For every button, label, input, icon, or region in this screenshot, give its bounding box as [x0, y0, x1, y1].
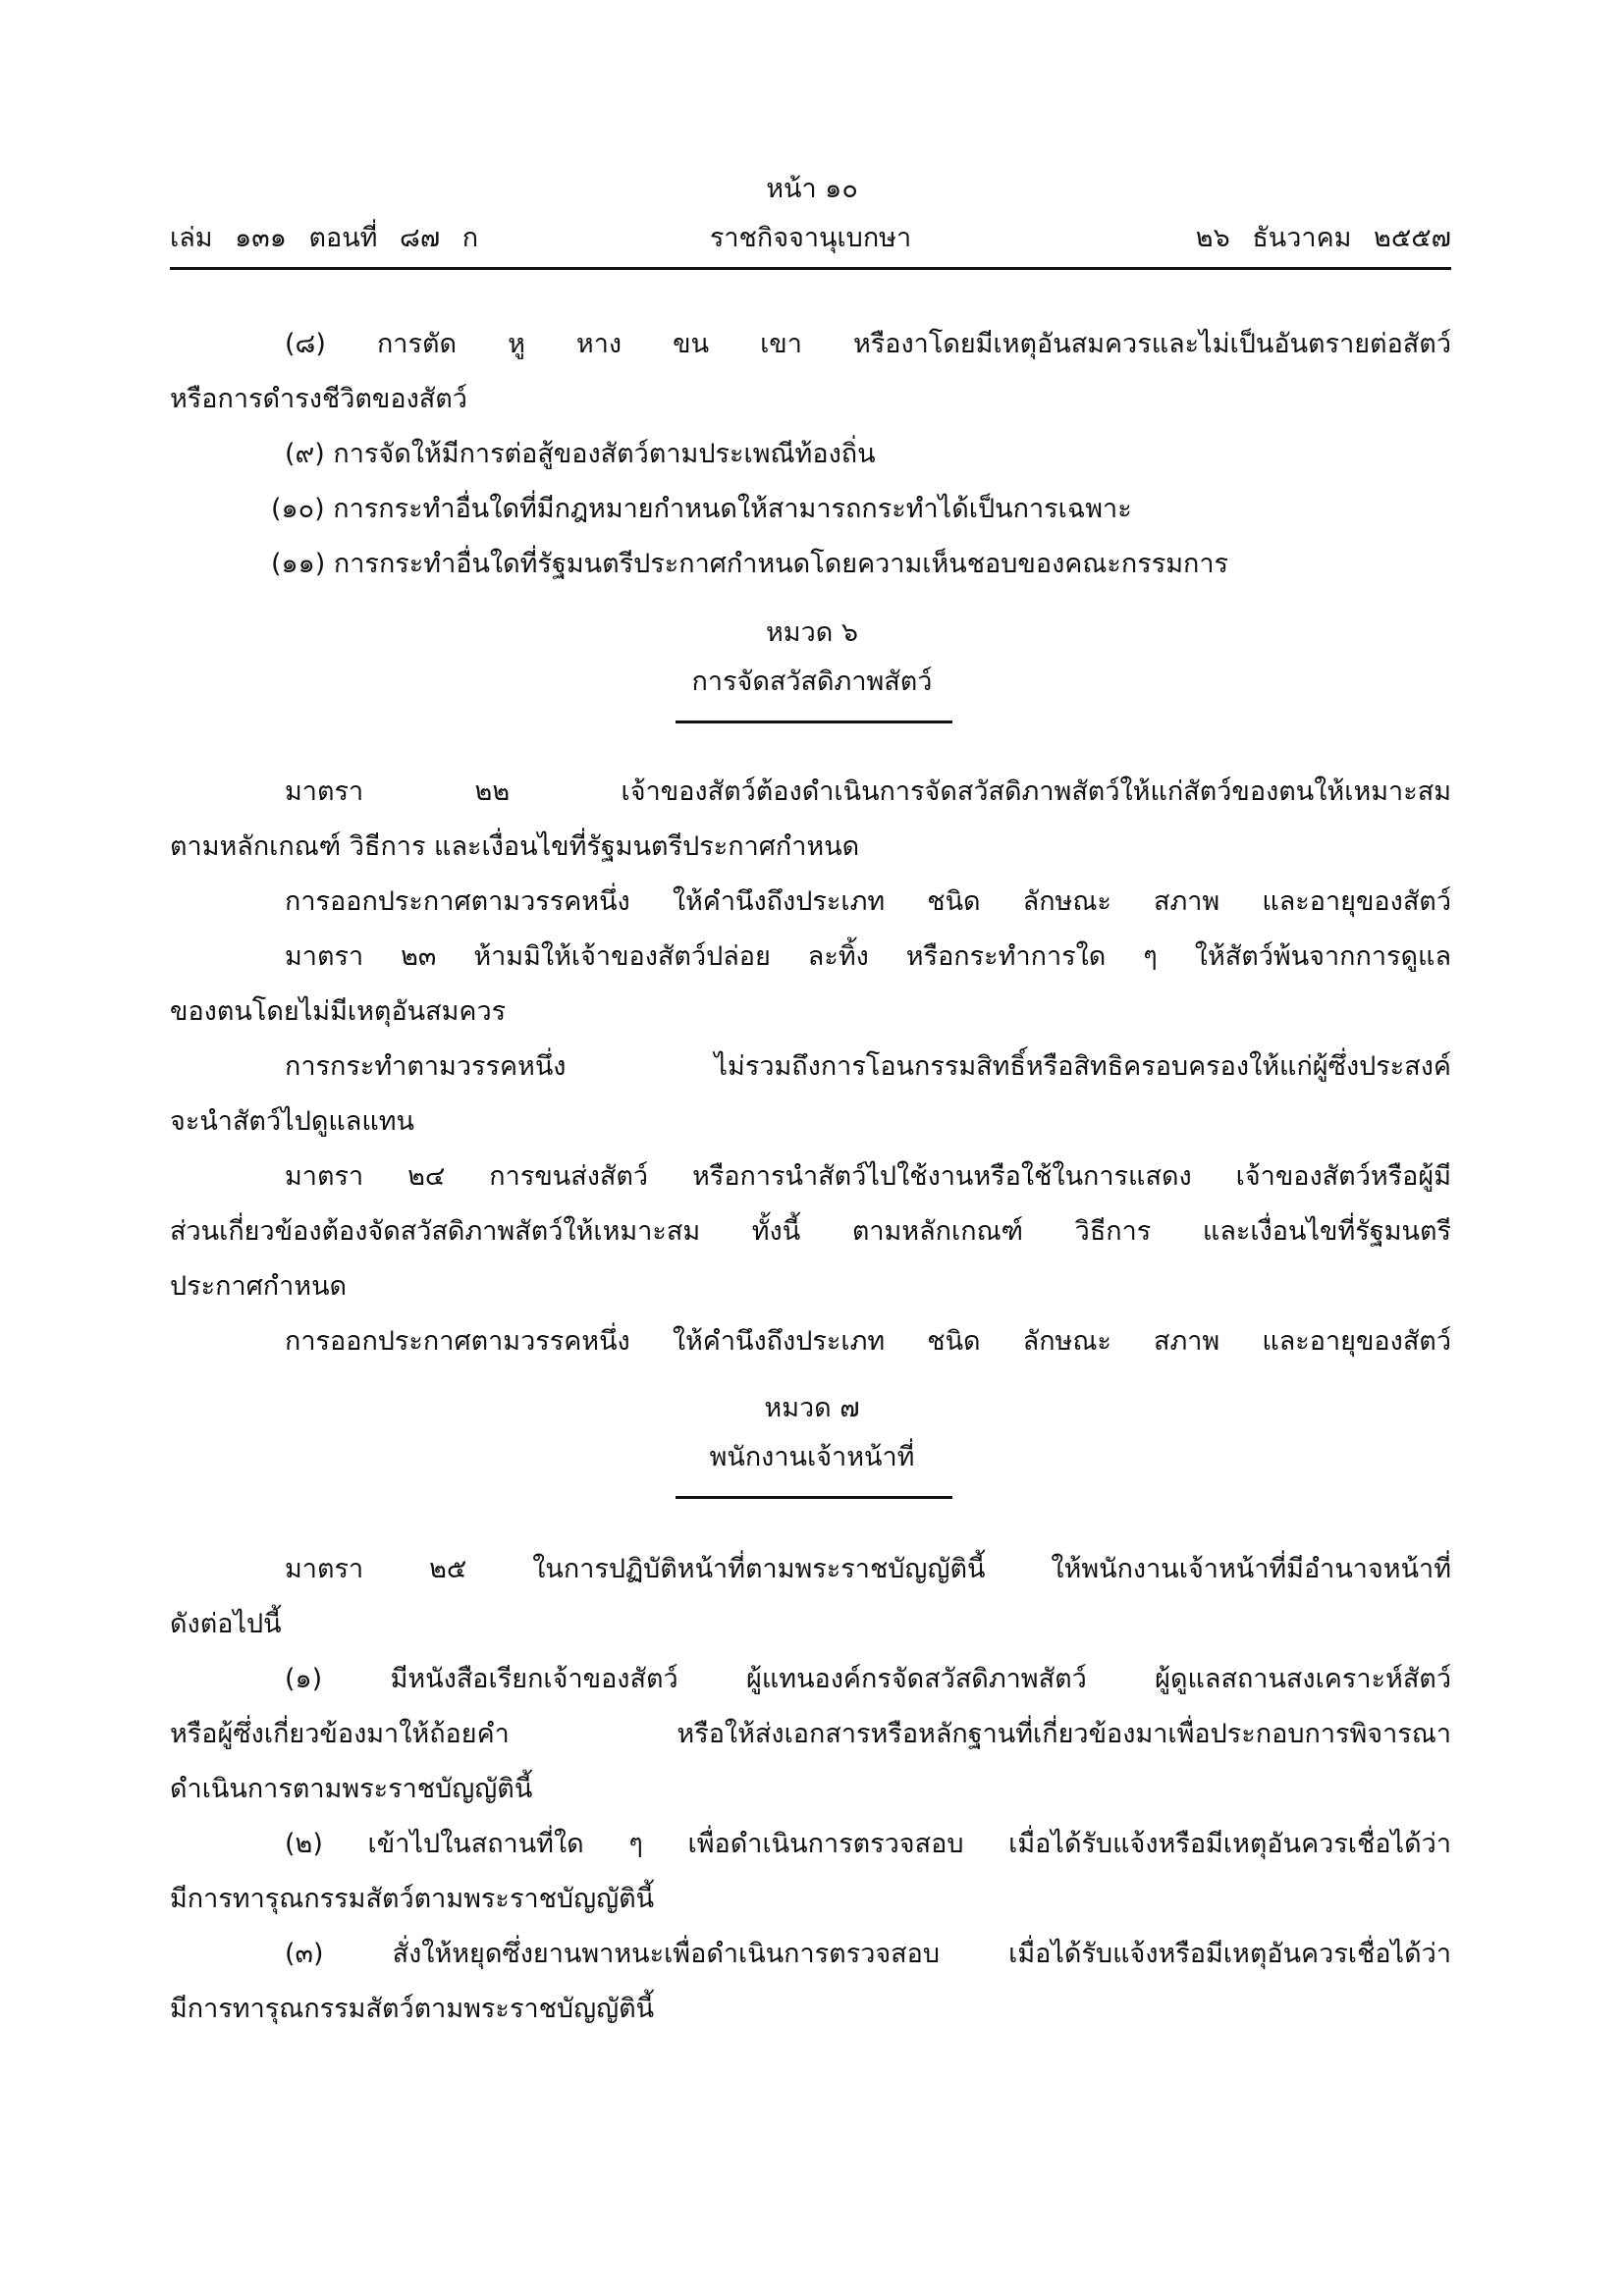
- section-22-line-1: มาตรา ๒๒ เจ้าของสัตว์ต้องดำเนินการจัดสวัสดิภาพสัตว์ให้แก่สัตว์ของตนให้เหมาะสม: [285, 776, 1451, 807]
- item-10: (๑๐) การกระทำอื่นใดที่มีกฎหมายกำหนดให้สามารถกระทำได้เป็นการเฉพาะ: [271, 494, 1132, 524]
- chapter-7-title: พนักงานเจ้าหน้าที่: [709, 1442, 915, 1472]
- section-23-paragraph-2-line-1: การกระทำตามวรรคหนึ่ง ไม่รวมถึงการโอนกรรมสิทธิ์หรือสิทธิครอบครองให้แก่ผู้ซึ่งประสงค์: [285, 1051, 1451, 1082]
- section-25-line-2: ดังต่อไปนี้: [170, 1609, 282, 1639]
- page-number: หน้า ๑๐: [766, 174, 858, 204]
- item-8-line-2: หรือการดำรงชีวิตของสัตว์: [170, 384, 467, 414]
- item-8-line-1: (๘) การตัด หู หาง ขน เขา หรืองาโดยมีเหตุอันสมควรและไม่เป็นอันตรายต่อสัตว์: [285, 329, 1451, 359]
- page-header: [170, 216, 1451, 255]
- section-24-line-3: ประกาศกำหนด: [170, 1271, 348, 1302]
- header-divider: [170, 267, 1451, 270]
- section-22-line-2: ตามหลักเกณฑ์ วิธีการ และเงื่อนไขที่รัฐมนตรีประกาศกำหนด: [170, 831, 860, 862]
- volume-issue: เล่ม ๑๓๑ ตอนที่ ๘๗ ก: [170, 223, 479, 253]
- section-25-item-2-line-1: (๒) เข้าไปในสถานที่ใด ๆ เพื่อดำเนินการตรวจสอบ เมื่อได้รับแจ้งหรือมีเหตุอันควรเชื่อได้ว่า: [285, 1829, 1451, 1859]
- publication-date: ๒๖ ธันวาคม ๒๕๕๗: [1195, 223, 1451, 253]
- section-25-item-3-line-1: (๓) สั่งให้หยุดซึ่งยานพาหนะเพื่อดำเนินการตรวจสอบ เมื่อได้รับแจ้งหรือมีเหตุอันควรเชื่อได้ว่า: [285, 1939, 1451, 1969]
- section-25-item-1-line-3: ดำเนินการตามพระราชบัญญัตินี้: [170, 1774, 533, 1804]
- section-25-item-1-line-1: (๑) มีหนังสือเรียกเจ้าของสัตว์ ผู้แทนองค์กรจัดสวัสดิภาพสัตว์ ผู้ดูแลสถานสงเคราะห์สัตว์: [285, 1664, 1451, 1694]
- item-9: (๙) การจัดให้มีการต่อสู้ของสัตว์ตามประเพณีท้องถิ่น: [285, 439, 876, 469]
- section-25-item-2-line-2: มีการทารุณกรรมสัตว์ตามพระราชบัญญัตินี้: [170, 1884, 655, 1914]
- chapter-6-number: หมวด ๖: [765, 617, 858, 648]
- chapter-7-number: หมวด ๗: [764, 1393, 860, 1423]
- section-24-line-2: ส่วนเกี่ยวข้องต้องจัดสวัสดิภาพสัตว์ให้เหมาะสม ทั้งนี้ ตามหลักเกณฑ์ วิธีการ และเงื่อนไขที่รัฐมนตรี: [170, 1216, 1451, 1247]
- chapter-6-title: การจัดสวัสดิภาพสัตว์: [691, 667, 933, 697]
- section-23-paragraph-2-line-2: จะนำสัตว์ไปดูแลแทน: [170, 1106, 414, 1137]
- item-11: (๑๑) การกระทำอื่นใดที่รัฐมนตรีประกาศกำหนดโดยความเห็นชอบของคณะกรรมการ: [271, 549, 1229, 579]
- publication-name: ราชกิจจานุเบกษา: [709, 223, 912, 253]
- section-24-paragraph-2: การออกประกาศตามวรรคหนึ่ง ให้คำนึงถึงประเภท ชนิด ลักษณะ สภาพ และอายุของสัตว์: [285, 1326, 1451, 1357]
- section-25-item-1-line-2: หรือผู้ซึ่งเกี่ยวข้องมาให้ถ้อยคำ หรือให้ส่งเอกสารหรือหลักฐานที่เกี่ยวข้องมาเพื่อประกอบการพิจารณา: [170, 1719, 1451, 1749]
- section-24-line-1: มาตรา ๒๔ การขนส่งสัตว์ หรือการนำสัตว์ไปใช้งานหรือใช้ในการแสดง เจ้าของสัตว์หรือผู้มี: [285, 1161, 1451, 1192]
- section-25-item-3-line-2: มีการทารุณกรรมสัตว์ตามพระราชบัญญัตินี้: [170, 1994, 655, 2024]
- section-23-line-1: มาตรา ๒๓ ห้ามมิให้เจ้าของสัตว์ปล่อย ละทิ้ง หรือกระทำการใด ๆ ให้สัตว์พ้นจากการดูแล: [285, 941, 1451, 972]
- chapter-7-divider: [676, 1496, 952, 1499]
- chapter-6-divider: [676, 721, 952, 723]
- section-25-line-1: มาตรา ๒๕ ในการปฏิบัติหน้าที่ตามพระราชบัญญัตินี้ ให้พนักงานเจ้าหน้าที่มีอำนาจหน้าที่: [285, 1554, 1451, 1584]
- section-23-line-2: ของตนโดยไม่มีเหตุอันสมควร: [170, 996, 507, 1027]
- section-22-paragraph-2: การออกประกาศตามวรรคหนึ่ง ให้คำนึงถึงประเภท ชนิด ลักษณะ สภาพ และอายุของสัตว์: [285, 886, 1451, 917]
